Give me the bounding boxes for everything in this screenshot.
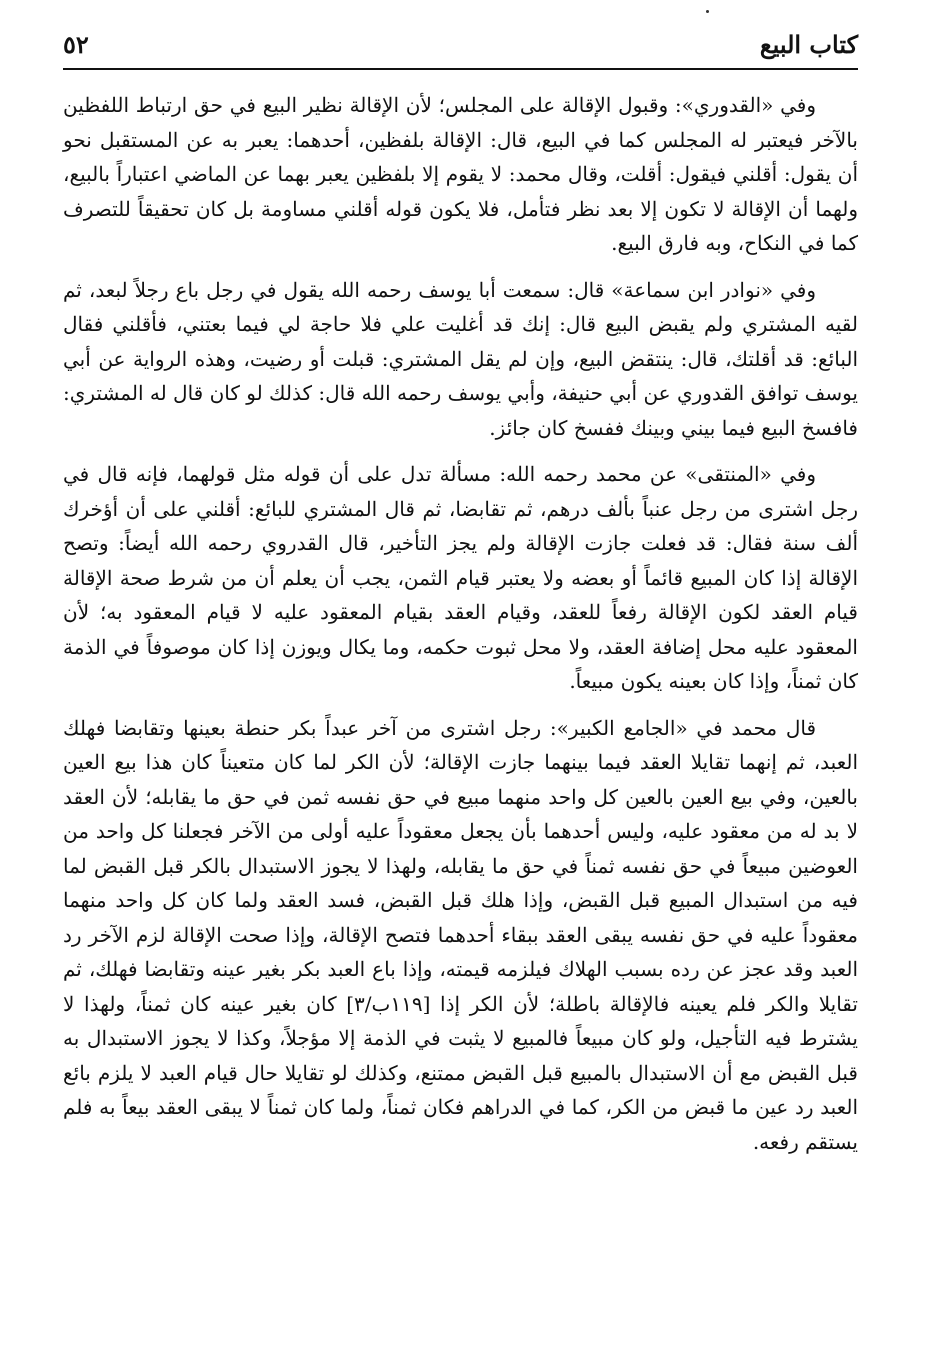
running-title: كتاب البيع <box>759 30 858 59</box>
paragraph-nawadir: وفي «نوادر ابن سماعة» قال: سمعت أبا يوسف رحمه الله يقول في رجل باع رجلاً لبعد، ثم لقيه المشتري ولم يقبض البيع قال: إنك قد أغليت علي فلا حاجة لي فيما بعتني، فأقلني فقال البائع: قد أقلتك، قال: ينتقض البيع، وإن لم يقل المشتري: قبلت أو رضيت، وهذه الرواية عن أبي يوسف توافق القدوري عن أبي حنيفة، وأبي يوسف رحمه الله قال: كذلك لو كان قال له المشتري: فافسخ البيع فيما بيني وبينك ففسخ كان جائز. <box>63 277 858 440</box>
paragraph-jami-kabir: قال محمد في «الجامع الكبير»: رجل اشترى من آخر عبداً بكر حنطة بعينها وتقابضا فهلك العبد، ثم إنهما تقايلا العقد فيما بينهما جازت الإقالة؛ لأن الكر لما كان متعيناً كان هذا بيع العين بالعين، وفي بيع العين بالعين كل واحد منهما مبيع في حق نفسه ثمن في حق ما يقابله؛ لأن العقد لا بد له من معقود عليه، وليس أحدهما بأن يجعل معقوداً عليه أولى من الآخر فجعلنا كل واحد من العوضين مبيعاً في حق نفسه ثمناً في حق ما يقابله، ولهذا لا يجوز الاستبدال بالكر قبل القبض لما فيه من استبدال المبيع قبل القبض، وإذا هلك قبل القبض، فسد العقد ولما كان كل واحد منهما معقوداً عليه في حق نفسه يبقى العقد ببقاء أحدهما فتصح الإقالة، وإذا صحت الإقالة لزم الآخر رد العبد وقد عجز عن رده بسبب الهلاك فيلزمه قيمته، وإذا باع العبد بكر بغير عينه وتقابضا فهلك، ثم تقايلا والكر فلم يعينه فالإقالة باطلة؛ لأن الكر إذا [١١٩ب/٣] كان بغير عينه كان ثمناً، ولهذا لا يشترط فيه التأجيل، ولو كان مبيعاً فالمبيع لا يثبت في الذمة إلا مؤجلاً، وكذا لا يجوز الاستبدال به قبل القبض مع أن الاستبدال بالمبيع قبل القبض ممتنع، وكذلك لو تقايلا حال قيام العبد لا يلزم بائع العبد رد عين ما قبض من الكر، كما في الدراهم فكان ثمناً، ولما كان ثمناً لا يبقى العقد بيعاً به فلم يستقم رفعه. <box>63 715 859 1154</box>
paragraph-qaduri: وفي «القدوري»: وقبول الإقالة على المجلس؛ لأن الإقالة نظير البيع في حق ارتباط اللفظين بالآخر فيعتبر له المجلس كما في البيع، قال: الإقالة بلفظين، أحدهما: يعبر به عن المستقبل نحو أن يقول: أقلني فيقول: أقلت، وقال محمد: لا يقوم إلا بلفظين يعبر بهما عن الماضي اعتباراً بالبيع، ولهما أن الإقالة لا تكون إلا بعد نظر فتأمل، فلا يكون قوله أقلني مساومة بل كان تحقيقاً للتصرف كما في النكاح، وبه فارق البيع. <box>63 93 858 255</box>
paragraph-muntaqa: وفي «المنتقى» عن محمد رحمه الله: مسألة تدل على أن قوله مثل قولهما، فإنه قال في رجل اشترى من رجل عنباً بألف درهم، ثم تقابضا، ثم قال المشتري للبائع: أقلني على أن أؤخرك ألف سنة فقال: قد فعلت جازت الإقالة ولم يجز التأخير، قال القدروي رحمه الله أيضاً: وتصح الإقالة إذا كان المبيع قائماً أو بعضه ولا يعتبر قيام الثمن، يجب أن يعلم أن من شرط صحة الإقالة قيام العقد لكون الإقالة رفعاً للعقد، وقيام العقد بقيام المعقود عليه لا قيام المعقود به؛ لأن المعقود عليه محل إضافة العقد، ولا محل ثبوت حكمه، وما يكال ويوزن إذا كان موصوفاً في الذمة كان ثمناً، وإذا كان بعينه يكون مبيعاً. <box>63 462 858 693</box>
body-text <box>63 88 858 1159</box>
page-header <box>63 30 858 68</box>
page-number: ٥٢ <box>63 30 89 59</box>
scan-speck <box>706 10 709 13</box>
header-rule <box>63 68 858 70</box>
